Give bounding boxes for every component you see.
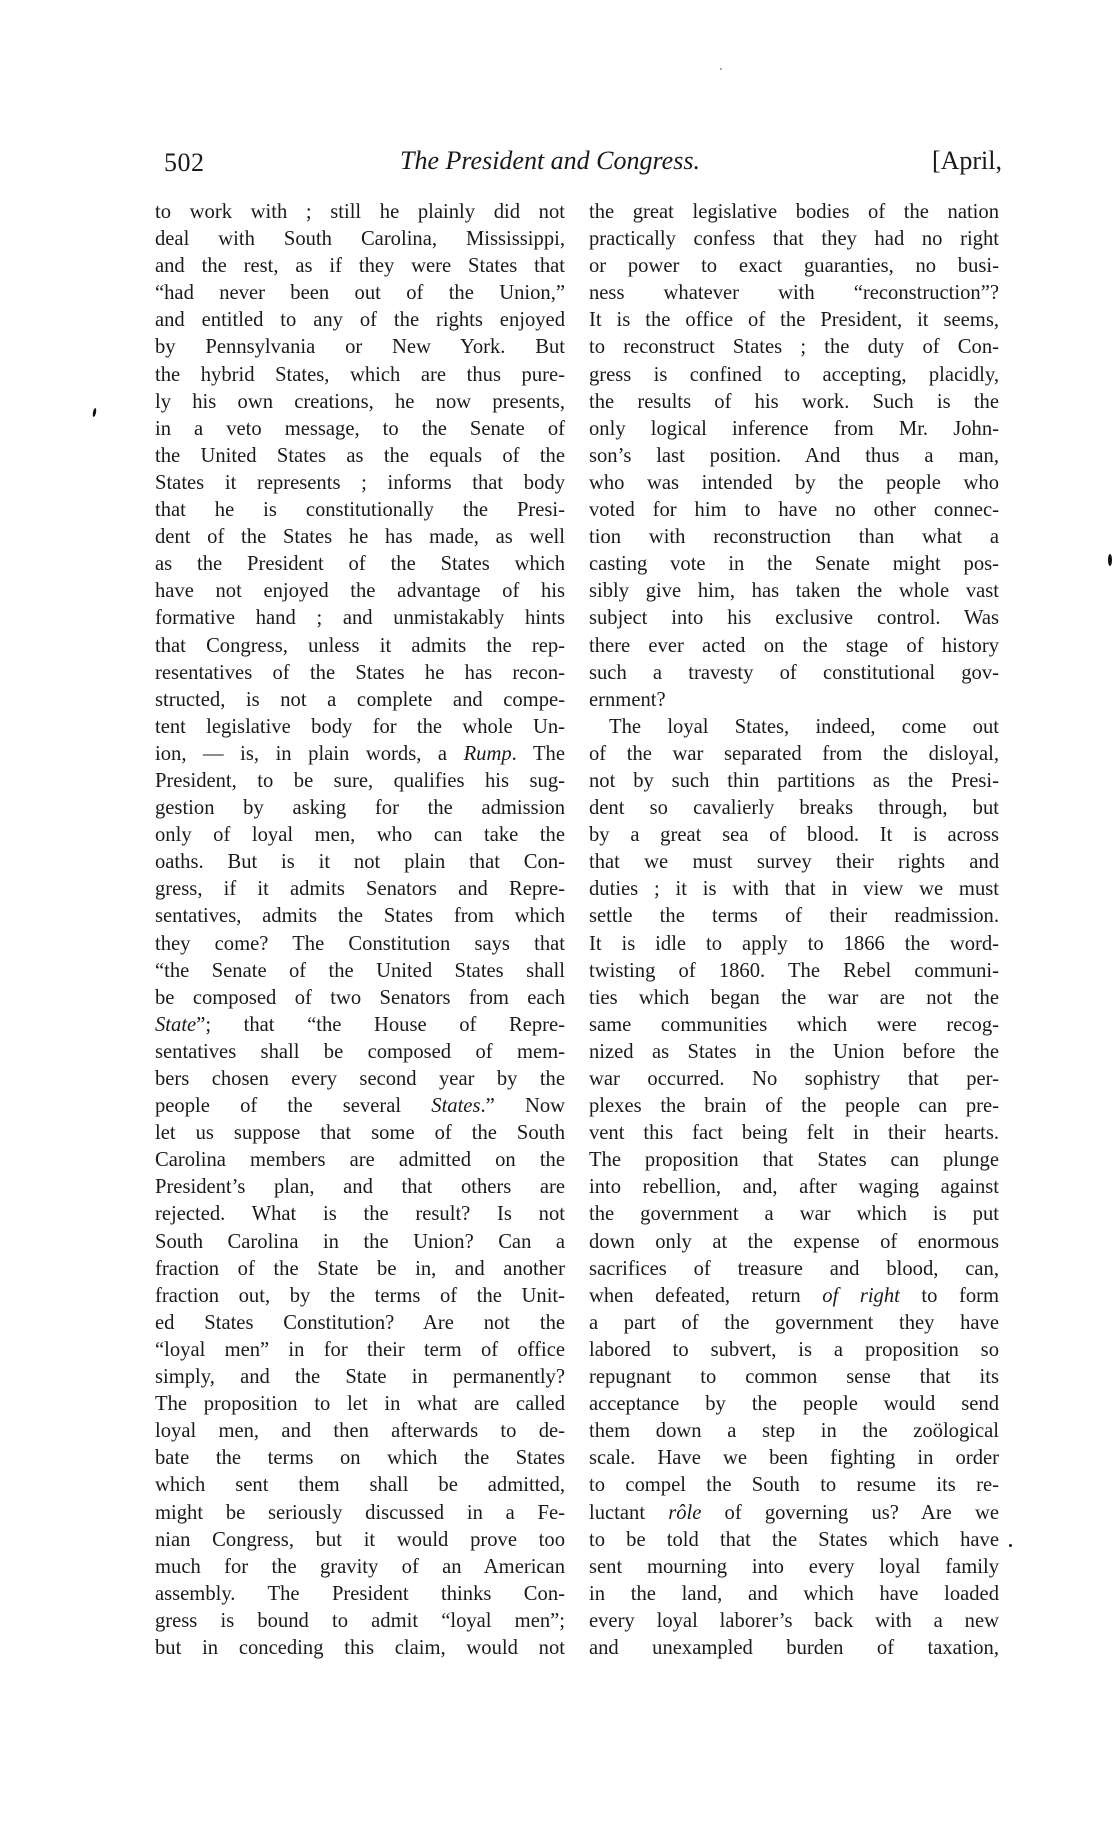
text-line: The loyal States, indeed, come out <box>609 715 999 738</box>
text-line: “the Senate of the United States shall <box>155 959 565 982</box>
text-line: luctant rôle of governing us? Are we <box>589 1501 999 1524</box>
text-line: but in conceding this claim, would not <box>155 1636 565 1659</box>
text-line: son’s last position. And thus a man, <box>589 444 999 467</box>
text-line: which sent them shall be admitted, <box>155 1474 565 1497</box>
text-line: and unexampled burden of taxation, <box>589 1636 999 1659</box>
text-line: The proposition to let in what are called <box>155 1393 565 1416</box>
text-line: scale. Have we been fighting in order <box>589 1447 999 1470</box>
text-line: down only at the expense of enormous <box>589 1230 999 1253</box>
text-line: President’s plan, and that others are <box>155 1176 565 1199</box>
text-line: that he is constitutionally the Presi- <box>155 499 565 522</box>
text-line: twisting of 1860. The Rebel communi- <box>589 959 999 982</box>
text-line: by a great sea of blood. It is across <box>589 824 999 847</box>
text-line: sent mourning into every loyal family <box>589 1555 999 1578</box>
text-line: Carolina members are admitted on the <box>155 1149 565 1172</box>
text-line: who was intended by the people who <box>589 471 999 494</box>
text-line: in a veto message, to the Senate of <box>155 417 565 440</box>
text-line: the great legislative bodies of the nation <box>589 201 999 223</box>
text-line: It is idle to apply to 1866 the word- <box>589 932 999 955</box>
text-line: “loyal men” in for their term of office <box>155 1338 565 1361</box>
italic-text: of right <box>822 1284 900 1307</box>
margin-mark <box>92 408 97 417</box>
text-line: nized as States in the Union before the <box>589 1040 999 1063</box>
italic-text: State <box>155 1013 197 1036</box>
text-line: tent legislative body for the whole Un- <box>155 715 565 738</box>
text-line: have not enjoyed the advantage of his <box>155 580 565 603</box>
text-line: to be told that the States which have <box>589 1528 999 1551</box>
text-line: “had never been out of the Union,” <box>155 282 565 305</box>
text-line: The proposition that States can plunge <box>589 1149 999 1172</box>
text-line: subject into his exclusive control. Was <box>589 607 999 630</box>
text-line: ion, — is, in plain words, a Rump. The <box>155 742 565 765</box>
text-line: rejected. What is the result? Is not <box>155 1203 565 1226</box>
text-line: fraction of the State be in, and another <box>155 1257 565 1280</box>
text-line: that we must survey their rights and <box>589 851 999 874</box>
text-line: repugnant to common sense that its <box>589 1366 999 1389</box>
text-line: of the war separated from the disloyal, <box>589 742 999 765</box>
text-line: to reconstruct States ; the duty of Con- <box>589 336 999 359</box>
margin-mark <box>1108 554 1112 566</box>
text-line: and entitled to any of the rights enjoyed <box>155 309 565 332</box>
text-line: simply, and the State in permanently? <box>155 1366 565 1389</box>
text-line: to compel the South to resume its re- <box>589 1474 999 1497</box>
text-line: by Pennsylvania or New York. But <box>155 336 565 359</box>
text-line: when defeated, return of right to form <box>589 1284 999 1307</box>
text-line: vent this fact being felt in their hearts. <box>589 1122 999 1145</box>
text-line: structed, is not a complete and compe- <box>155 688 565 711</box>
text-line: sentatives shall be composed of mem- <box>155 1040 565 1063</box>
text-line: duties ; it is with that in view we must <box>589 878 999 901</box>
text-line: assembly. The President thinks Con- <box>155 1582 565 1605</box>
text-line: tion with reconstruction than what a <box>589 526 999 549</box>
text-line: ness whatever with “reconstruction”? <box>589 282 999 305</box>
text-line: gress, if it admits Senators and Repre- <box>155 878 565 901</box>
text-line: be composed of two Senators from each <box>155 986 565 1009</box>
text-line: or power to exact guaranties, no busi- <box>589 255 999 278</box>
text-line: the hybrid States, which are thus pure- <box>155 363 565 386</box>
text-line: the government a war which is put <box>589 1203 999 1226</box>
right-column <box>589 199 999 1662</box>
text-line: dent so cavalierly breaks through, but <box>589 797 999 820</box>
running-title: The President and Congress. <box>400 146 700 175</box>
text-line: such a travesty of constitutional gov- <box>589 661 999 684</box>
margin-mark <box>1009 1544 1012 1547</box>
left-column <box>155 199 565 1662</box>
text-line: labored to subvert, is a proposition so <box>589 1338 999 1361</box>
text-line: there ever acted on the stage of history <box>589 634 999 657</box>
text-line: It is the office of the President, it seems, <box>589 309 999 332</box>
text-line: sacrifices of treasure and blood, can, <box>589 1257 999 1280</box>
text-line: in the land, and which have loaded <box>589 1582 999 1605</box>
text-line: might be seriously discussed in a Fe- <box>155 1501 565 1524</box>
text-line: oaths. But is it not plain that Con- <box>155 851 565 874</box>
text-line: deal with South Carolina, Mississippi, <box>155 228 565 251</box>
text-line: ernment? <box>589 688 666 711</box>
text-line: the United States as the equals of the <box>155 444 565 467</box>
text-line: States it represents ; informs that body <box>155 471 565 494</box>
text-line: into rebellion, and, after waging against <box>589 1176 999 1199</box>
text-line: sentatives, admits the States from which <box>155 905 565 928</box>
text-line: acceptance by the people would send <box>589 1393 999 1416</box>
text-line: only logical inference from Mr. John- <box>589 417 999 440</box>
text-line: gress is bound to admit “loyal men”; <box>155 1609 565 1632</box>
text-line: dent of the States he has made, as well <box>155 526 565 549</box>
text-line: settle the terms of their readmission. <box>589 905 999 928</box>
text-line: gress is confined to accepting, placidly, <box>589 363 999 386</box>
text-line: formative hand ; and unmistakably hints <box>155 607 565 630</box>
text-line: ed States Constitution? Are not the <box>155 1311 565 1334</box>
text-line: only of loyal men, who can take the <box>155 824 565 847</box>
text-line: that Congress, unless it admits the rep- <box>155 634 565 657</box>
text-line: nian Congress, but it would prove too <box>155 1528 565 1551</box>
text-line: sibly give him, has taken the whole vast <box>589 580 999 603</box>
text-line: South Carolina in the Union? Can a <box>155 1230 565 1253</box>
text-line: to work with ; still he plainly did not <box>155 201 565 223</box>
text-line: people of the several States.” Now <box>155 1095 565 1118</box>
text-line: resentatives of the States he has recon- <box>155 661 565 684</box>
text-line: a part of the government they have <box>589 1311 999 1334</box>
italic-text: rôle <box>668 1501 702 1524</box>
text-line: State”; that “the House of Repre- <box>155 1013 565 1036</box>
text-line: voted for him to have no other connec- <box>589 499 999 522</box>
text-line: war occurred. No sophistry that per- <box>589 1068 999 1090</box>
paper-speck <box>720 68 722 70</box>
text-line: they come? The Constitution says that <box>155 932 565 955</box>
text-line: ties which began the war are not the <box>589 986 999 1009</box>
text-line: and the rest, as if they were States that <box>155 255 565 278</box>
text-line: casting vote in the Senate might pos- <box>589 553 999 576</box>
italic-text: States <box>431 1095 481 1118</box>
text-line: bers chosen every second year by the <box>155 1068 565 1090</box>
text-line: as the President of the States which <box>155 553 565 576</box>
text-line: gestion by asking for the admission <box>155 797 565 820</box>
text-line: the results of his work. Such is the <box>589 390 999 413</box>
italic-text: Rump <box>463 742 512 765</box>
text-line: practically confess that they had no right <box>589 228 999 251</box>
running-date: [April, <box>931 146 1002 175</box>
text-line: not by such thin partitions as the Presi- <box>589 769 999 792</box>
page-number: 502 <box>164 148 205 177</box>
text-line: same communities which were recog- <box>589 1013 999 1036</box>
text-line: President, to be sure, qualifies his sug- <box>155 769 565 792</box>
text-line: fraction out, by the terms of the Unit- <box>155 1284 565 1307</box>
text-line: let us suppose that some of the South <box>155 1122 565 1145</box>
text-line: loyal men, and then afterwards to de- <box>155 1420 565 1443</box>
text-line: every loyal laborer’s back with a new <box>589 1609 999 1632</box>
text-line: ly his own creations, he now presents, <box>155 390 565 413</box>
text-line: them down a step in the zoölogical <box>589 1420 999 1443</box>
running-head <box>160 146 1002 182</box>
text-line: much for the gravity of an American <box>155 1555 565 1578</box>
text-line: plexes the brain of the people can pre- <box>589 1095 999 1118</box>
text-line: bate the terms on which the States <box>155 1447 565 1470</box>
